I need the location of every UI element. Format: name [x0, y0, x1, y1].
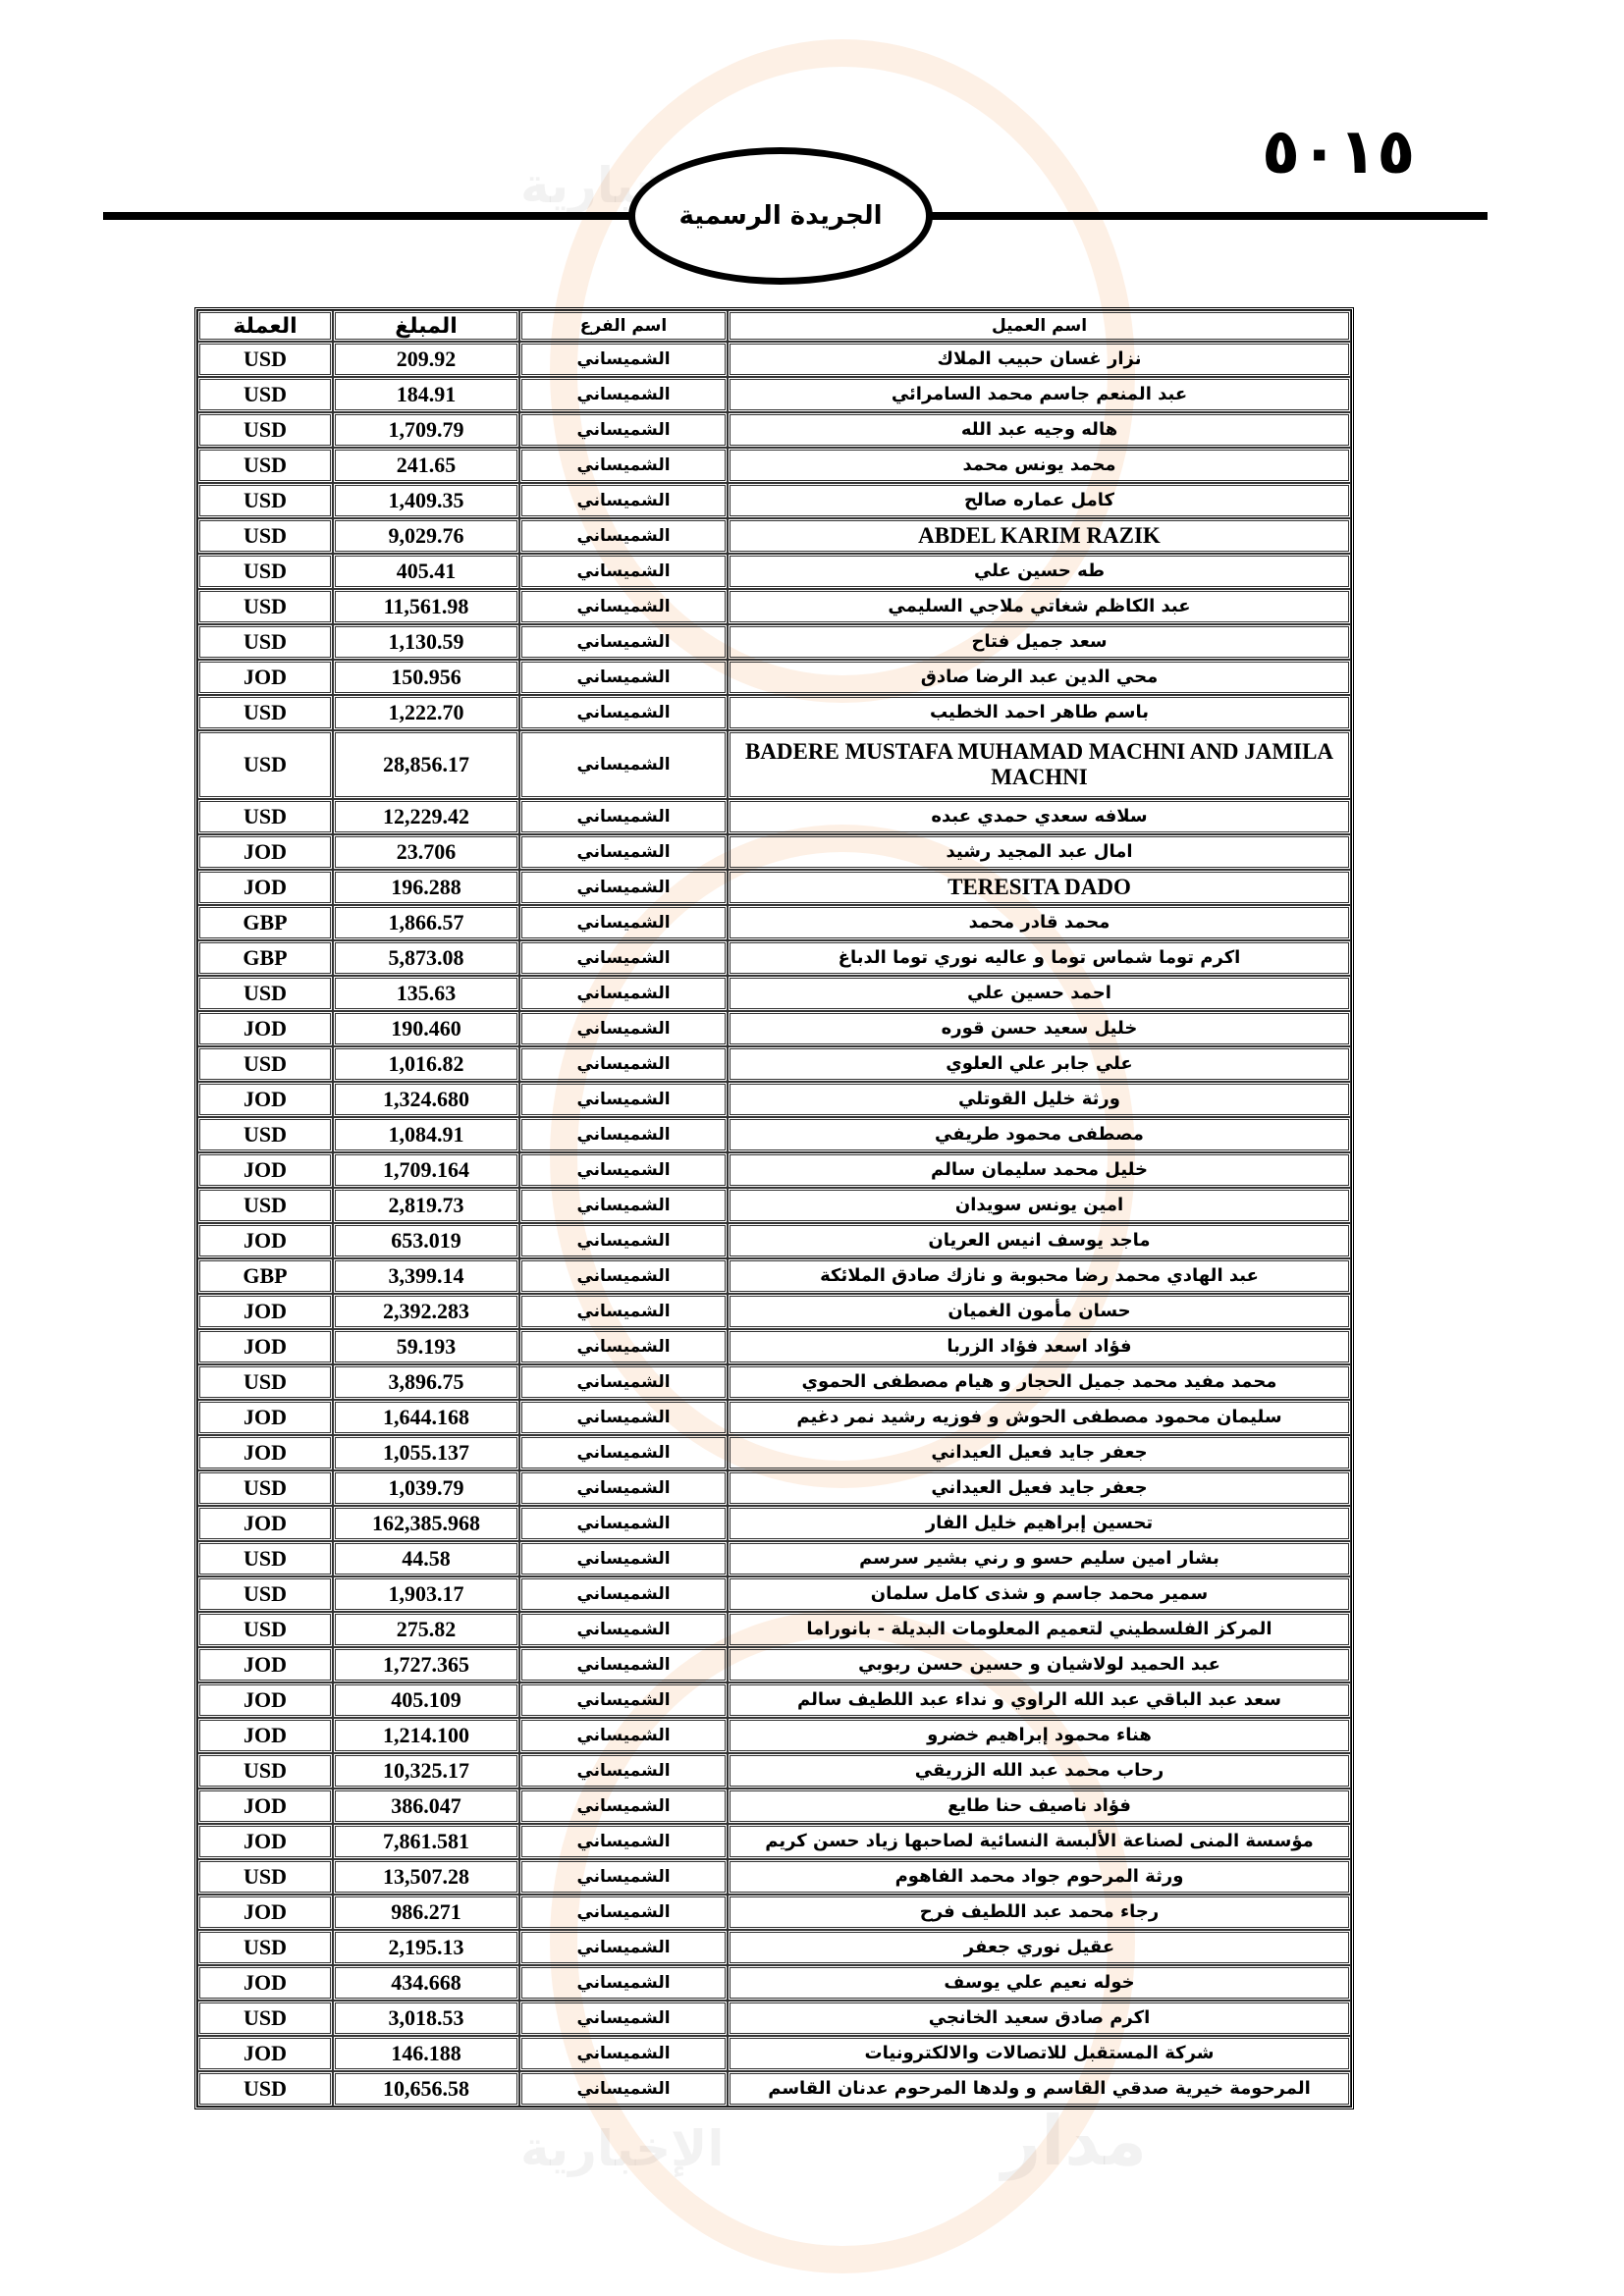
currency-cell: USD	[197, 2071, 333, 2107]
currency-cell: USD	[197, 976, 333, 1011]
branch-cell: الشميساني	[519, 554, 728, 589]
table-row	[197, 1541, 1351, 1576]
currency-cell: USD	[197, 412, 333, 448]
currency-cell: JOD	[197, 1152, 333, 1188]
watermark-text: الإخبارية	[520, 2120, 725, 2177]
client-name-cell: عبد الهادي محمد رضا محبوبة و نازك صادق الملائكة	[728, 1258, 1351, 1294]
table-row	[197, 1152, 1351, 1188]
currency-cell: USD	[197, 518, 333, 554]
client-name-cell: نزار غسان حبيب الملاك	[728, 342, 1351, 377]
page-number: ٥٠١٥	[1262, 116, 1416, 188]
table-row	[197, 1258, 1351, 1294]
amount-cell: 150.956	[333, 660, 519, 695]
client-name-cell: محي الدين عبد الرضا صادق	[728, 660, 1351, 695]
publication-title-oval	[628, 147, 933, 285]
client-name-cell: المرحومة خيرية صدقي القاسم و ولدها المرحوم عدنان القاسم	[728, 2071, 1351, 2107]
client-name-cell: سعد جميل فتاح	[728, 624, 1351, 660]
client-name-cell: المركز الفلسطيني لتعميم المعلومات البديلة - بانوراما	[728, 1612, 1351, 1647]
branch-cell: الشميساني	[519, 1435, 728, 1470]
branch-cell: الشميساني	[519, 730, 728, 799]
branch-cell: الشميساني	[519, 448, 728, 483]
dormant-accounts-table	[194, 307, 1354, 2109]
branch-cell: الشميساني	[519, 1612, 728, 1647]
amount-cell: 1,324.680	[333, 1082, 519, 1117]
amount-cell: 1,409.35	[333, 483, 519, 518]
currency-cell: JOD	[197, 1647, 333, 1682]
table-row	[197, 1859, 1351, 1895]
client-name-cell: محمد يونس محمد	[728, 448, 1351, 483]
client-name-cell: فؤاد اسعد فؤاد الزربا	[728, 1329, 1351, 1364]
branch-cell: الشميساني	[519, 2071, 728, 2107]
publication-title: الجريدة الرسمية	[678, 201, 883, 231]
table-row	[197, 1506, 1351, 1541]
table-row	[197, 554, 1351, 589]
currency-cell: USD	[197, 483, 333, 518]
amount-cell: 1,016.82	[333, 1046, 519, 1082]
amount-cell: 1,709.164	[333, 1152, 519, 1188]
amount-cell: 1,727.365	[333, 1647, 519, 1682]
branch-cell: الشميساني	[519, 624, 728, 660]
table-row	[197, 660, 1351, 695]
table-row	[197, 518, 1351, 554]
currency-cell: USD	[197, 1859, 333, 1895]
branch-cell: الشميساني	[519, 940, 728, 976]
column-header-amount: المبلغ	[333, 310, 519, 342]
currency-cell: JOD	[197, 1082, 333, 1117]
amount-cell: 13,507.28	[333, 1859, 519, 1895]
currency-cell: USD	[197, 799, 333, 834]
branch-cell: الشميساني	[519, 695, 728, 730]
column-header-client-name: اسم العميل	[728, 310, 1351, 342]
table-row	[197, 2001, 1351, 2036]
table-row	[197, 1965, 1351, 2001]
amount-cell: 190.460	[333, 1011, 519, 1046]
table-row	[197, 1294, 1351, 1329]
table-row	[197, 1011, 1351, 1046]
currency-cell: JOD	[197, 1718, 333, 1753]
amount-cell: 386.047	[333, 1789, 519, 1824]
branch-cell: الشميساني	[519, 1258, 728, 1294]
client-name-cell: عبد الكاظم شغاتي ملاجي السليمي	[728, 589, 1351, 624]
client-name-cell: هناء محمود إبراهيم خضرو	[728, 1718, 1351, 1753]
client-name-cell: امين يونس سويدان	[728, 1188, 1351, 1223]
table-row	[197, 1046, 1351, 1082]
client-name-cell: سليمان محمود مصطفى الحوش و فوزيه رشيد نمر دغيم	[728, 1400, 1351, 1435]
branch-cell: الشميساني	[519, 1647, 728, 1682]
client-name-cell: خليل سعيد حسن قوره	[728, 1011, 1351, 1046]
client-name-cell: فؤاد ناصيف حنا طايع	[728, 1789, 1351, 1824]
branch-cell: الشميساني	[519, 1364, 728, 1400]
currency-cell: GBP	[197, 1258, 333, 1294]
amount-cell: 1,709.79	[333, 412, 519, 448]
amount-cell: 10,325.17	[333, 1753, 519, 1789]
column-header-branch: اسم الفرع	[519, 310, 728, 342]
client-name-cell: مؤسسة المنى لصناعة الألبسة النسائية لصاحبها زياد حسن كريم	[728, 1824, 1351, 1859]
table-row	[197, 448, 1351, 483]
table-row	[197, 1647, 1351, 1682]
amount-cell: 2,392.283	[333, 1294, 519, 1329]
table-row	[197, 834, 1351, 870]
currency-cell: USD	[197, 1541, 333, 1576]
branch-cell: الشميساني	[519, 799, 728, 834]
table-row	[197, 342, 1351, 377]
client-name-cell: كامل عماره صالح	[728, 483, 1351, 518]
currency-cell: JOD	[197, 1824, 333, 1859]
currency-cell: USD	[197, 1753, 333, 1789]
currency-cell: JOD	[197, 1223, 333, 1258]
client-name-cell: جعفر جايد فعيل العيداني	[728, 1435, 1351, 1470]
client-name-cell: خوله نعيم علي يوسف	[728, 1965, 1351, 2001]
client-name-cell: اكرم صادق سعيد الخانجي	[728, 2001, 1351, 2036]
table-row	[197, 799, 1351, 834]
client-name-cell: علي جابر علي العلوي	[728, 1046, 1351, 1082]
branch-cell: الشميساني	[519, 1576, 728, 1612]
currency-cell: JOD	[197, 834, 333, 870]
amount-cell: 1,903.17	[333, 1576, 519, 1612]
client-name-cell: TERESITA DADO	[728, 870, 1351, 905]
amount-cell: 135.63	[333, 976, 519, 1011]
branch-cell: الشميساني	[519, 1859, 728, 1895]
watermark-text: مدار	[1001, 2101, 1148, 2181]
branch-cell: الشميساني	[519, 1223, 728, 1258]
currency-cell: JOD	[197, 1400, 333, 1435]
table-row	[197, 730, 1351, 799]
client-name-cell: رحاب محمد عبد الله الزريقي	[728, 1753, 1351, 1789]
amount-cell: 10,656.58	[333, 2071, 519, 2107]
branch-cell: الشميساني	[519, 1046, 728, 1082]
table-row	[197, 1223, 1351, 1258]
currency-cell: USD	[197, 1117, 333, 1152]
currency-cell: USD	[197, 377, 333, 412]
currency-cell: USD	[197, 1470, 333, 1506]
client-name-cell: مصطفى محمود طريفي	[728, 1117, 1351, 1152]
amount-cell: 196.288	[333, 870, 519, 905]
currency-cell: GBP	[197, 905, 333, 940]
branch-cell: الشميساني	[519, 976, 728, 1011]
client-name-cell: طه حسين علي	[728, 554, 1351, 589]
branch-cell: الشميساني	[519, 1117, 728, 1152]
table-body	[197, 342, 1351, 2107]
table-row	[197, 589, 1351, 624]
branch-cell: الشميساني	[519, 1400, 728, 1435]
client-name-cell: خليل محمد سليمان سالم	[728, 1152, 1351, 1188]
table-row	[197, 2036, 1351, 2071]
amount-cell: 184.91	[333, 377, 519, 412]
currency-cell: JOD	[197, 1011, 333, 1046]
table-row	[197, 1470, 1351, 1506]
amount-cell: 7,861.581	[333, 1824, 519, 1859]
table-row	[197, 1576, 1351, 1612]
branch-cell: الشميساني	[519, 1294, 728, 1329]
client-name-cell: سلافه سعدي حمدي عبده	[728, 799, 1351, 834]
column-header-currency: العملة	[197, 310, 333, 342]
table-row	[197, 412, 1351, 448]
currency-cell: USD	[197, 342, 333, 377]
currency-cell: GBP	[197, 940, 333, 976]
branch-cell: الشميساني	[519, 1965, 728, 2001]
table-row	[197, 1789, 1351, 1824]
client-name-cell: عبد الحميد لولاشيان و حسين حسن ربوبي	[728, 1647, 1351, 1682]
client-name-cell: ABDEL KARIM RAZIK	[728, 518, 1351, 554]
amount-cell: 405.41	[333, 554, 519, 589]
table-row	[197, 695, 1351, 730]
client-name-cell: هاله وجيه عبد الله	[728, 412, 1351, 448]
amount-cell: 1,222.70	[333, 695, 519, 730]
currency-cell: USD	[197, 1188, 333, 1223]
table-row	[197, 940, 1351, 976]
client-name-cell: محمد قادر محمد	[728, 905, 1351, 940]
currency-cell: USD	[197, 1364, 333, 1400]
amount-cell: 3,399.14	[333, 1258, 519, 1294]
table-row	[197, 1400, 1351, 1435]
client-name-cell: باسم طاهر احمد الخطيب	[728, 695, 1351, 730]
table-row	[197, 1188, 1351, 1223]
currency-cell: JOD	[197, 1506, 333, 1541]
currency-cell: JOD	[197, 1965, 333, 2001]
amount-cell: 2,195.13	[333, 1930, 519, 1965]
amount-cell: 1,039.79	[333, 1470, 519, 1506]
table-row	[197, 1718, 1351, 1753]
table-row	[197, 1930, 1351, 1965]
currency-cell: JOD	[197, 1294, 333, 1329]
amount-cell: 1,644.168	[333, 1400, 519, 1435]
branch-cell: الشميساني	[519, 2001, 728, 2036]
table-row	[197, 1895, 1351, 1930]
client-name-cell: سعد عبد الباقي عبد الله الراوي و نداء عبد اللطيف سالم	[728, 1682, 1351, 1718]
branch-cell: الشميساني	[519, 905, 728, 940]
currency-cell: USD	[197, 554, 333, 589]
amount-cell: 1,055.137	[333, 1435, 519, 1470]
amount-cell: 1,214.100	[333, 1718, 519, 1753]
amount-cell: 434.668	[333, 1965, 519, 2001]
branch-cell: الشميساني	[519, 1895, 728, 1930]
branch-cell: الشميساني	[519, 660, 728, 695]
amount-cell: 2,819.73	[333, 1188, 519, 1223]
client-name-cell: ماجد يوسف انيس العريان	[728, 1223, 1351, 1258]
branch-cell: الشميساني	[519, 1682, 728, 1718]
branch-cell: الشميساني	[519, 377, 728, 412]
table-row	[197, 1364, 1351, 1400]
currency-cell: USD	[197, 448, 333, 483]
amount-cell: 1,130.59	[333, 624, 519, 660]
branch-cell: الشميساني	[519, 483, 728, 518]
client-name-cell: ورثة المرحوم جواد محمد الفاهوم	[728, 1859, 1351, 1895]
client-name-cell: محمد مفيد محمد جميل الحجار و هيام مصطفى الحموي	[728, 1364, 1351, 1400]
currency-cell: JOD	[197, 1895, 333, 1930]
currency-cell: JOD	[197, 1789, 333, 1824]
table-header-row	[197, 310, 1351, 342]
currency-cell: JOD	[197, 1435, 333, 1470]
table-row	[197, 624, 1351, 660]
currency-cell: USD	[197, 624, 333, 660]
branch-cell: الشميساني	[519, 1188, 728, 1223]
amount-cell: 209.92	[333, 342, 519, 377]
currency-cell: USD	[197, 2001, 333, 2036]
branch-cell: الشميساني	[519, 1753, 728, 1789]
client-name-cell: شركة المستقبل للاتصالات والالكترونيات	[728, 2036, 1351, 2071]
watermark-text: الإخبارية	[520, 157, 725, 214]
client-name-cell: جعفر جايد فعيل العيداني	[728, 1470, 1351, 1506]
branch-cell: الشميساني	[519, 1082, 728, 1117]
table-row	[197, 1682, 1351, 1718]
currency-cell: JOD	[197, 870, 333, 905]
table-row	[197, 905, 1351, 940]
table-row	[197, 870, 1351, 905]
branch-cell: الشميساني	[519, 1152, 728, 1188]
branch-cell: الشميساني	[519, 589, 728, 624]
currency-cell: JOD	[197, 1682, 333, 1718]
currency-cell: JOD	[197, 660, 333, 695]
branch-cell: الشميساني	[519, 1718, 728, 1753]
client-name-cell: اكرم توما شماس توما و عاليه نوري توما الدباغ	[728, 940, 1351, 976]
amount-cell: 44.58	[333, 1541, 519, 1576]
currency-cell: USD	[197, 695, 333, 730]
amount-cell: 28,856.17	[333, 730, 519, 799]
table-row	[197, 1435, 1351, 1470]
amount-cell: 1,084.91	[333, 1117, 519, 1152]
branch-cell: الشميساني	[519, 2036, 728, 2071]
amount-cell: 653.019	[333, 1223, 519, 1258]
branch-cell: الشميساني	[519, 870, 728, 905]
amount-cell: 59.193	[333, 1329, 519, 1364]
currency-cell: USD	[197, 1576, 333, 1612]
client-name-cell: عبد المنعم جاسم محمد السامرائي	[728, 377, 1351, 412]
table-row	[197, 483, 1351, 518]
table-row	[197, 1117, 1351, 1152]
branch-cell: الشميساني	[519, 1930, 728, 1965]
client-name-cell: حسان مأمون الغميان	[728, 1294, 1351, 1329]
client-name-cell: عقيل نوري جعفر	[728, 1930, 1351, 1965]
currency-cell: USD	[197, 1046, 333, 1082]
client-name-cell: بشار امين سليم حسو و رني بشير سرسم	[728, 1541, 1351, 1576]
amount-cell: 12,229.42	[333, 799, 519, 834]
amount-cell: 275.82	[333, 1612, 519, 1647]
table-row	[197, 976, 1351, 1011]
amount-cell: 1,866.57	[333, 905, 519, 940]
branch-cell: الشميساني	[519, 1011, 728, 1046]
table-row	[197, 1824, 1351, 1859]
amount-cell: 5,873.08	[333, 940, 519, 976]
table-row	[197, 1612, 1351, 1647]
table-row	[197, 1329, 1351, 1364]
amount-cell: 241.65	[333, 448, 519, 483]
client-name-cell: امال عبد المجيد رشيد	[728, 834, 1351, 870]
amount-cell: 405.109	[333, 1682, 519, 1718]
branch-cell: الشميساني	[519, 1541, 728, 1576]
client-name-cell: ورثة خليل القوتلي	[728, 1082, 1351, 1117]
table-row	[197, 2071, 1351, 2107]
client-name-cell: احمد حسين علي	[728, 976, 1351, 1011]
amount-cell: 3,018.53	[333, 2001, 519, 2036]
branch-cell: الشميساني	[519, 834, 728, 870]
amount-cell: 11,561.98	[333, 589, 519, 624]
dormant-accounts-table-container	[194, 307, 1354, 2109]
branch-cell: الشميساني	[519, 1824, 728, 1859]
amount-cell: 9,029.76	[333, 518, 519, 554]
currency-cell: JOD	[197, 2036, 333, 2071]
branch-cell: الشميساني	[519, 518, 728, 554]
currency-cell: USD	[197, 1612, 333, 1647]
branch-cell: الشميساني	[519, 412, 728, 448]
amount-cell: 23.706	[333, 834, 519, 870]
currency-cell: USD	[197, 730, 333, 799]
amount-cell: 3,896.75	[333, 1364, 519, 1400]
client-name-cell: سمير محمد جاسم و شذى كامل سلمان	[728, 1576, 1351, 1612]
amount-cell: 162,385.968	[333, 1506, 519, 1541]
client-name-cell: تحسين إبراهيم خليل الفار	[728, 1506, 1351, 1541]
client-name-cell: BADERE MUSTAFA MUHAMAD MACHNI AND JAMILA MACHNI	[728, 730, 1351, 799]
amount-cell: 986.271	[333, 1895, 519, 1930]
table-row	[197, 377, 1351, 412]
branch-cell: الشميساني	[519, 1506, 728, 1541]
client-name-cell: رجاء محمد عبد اللطيف فرح	[728, 1895, 1351, 1930]
table-row	[197, 1753, 1351, 1789]
branch-cell: الشميساني	[519, 342, 728, 377]
amount-cell: 146.188	[333, 2036, 519, 2071]
currency-cell: USD	[197, 589, 333, 624]
currency-cell: JOD	[197, 1329, 333, 1364]
branch-cell: الشميساني	[519, 1329, 728, 1364]
table-row	[197, 1082, 1351, 1117]
branch-cell: الشميساني	[519, 1470, 728, 1506]
currency-cell: USD	[197, 1930, 333, 1965]
branch-cell: الشميساني	[519, 1789, 728, 1824]
